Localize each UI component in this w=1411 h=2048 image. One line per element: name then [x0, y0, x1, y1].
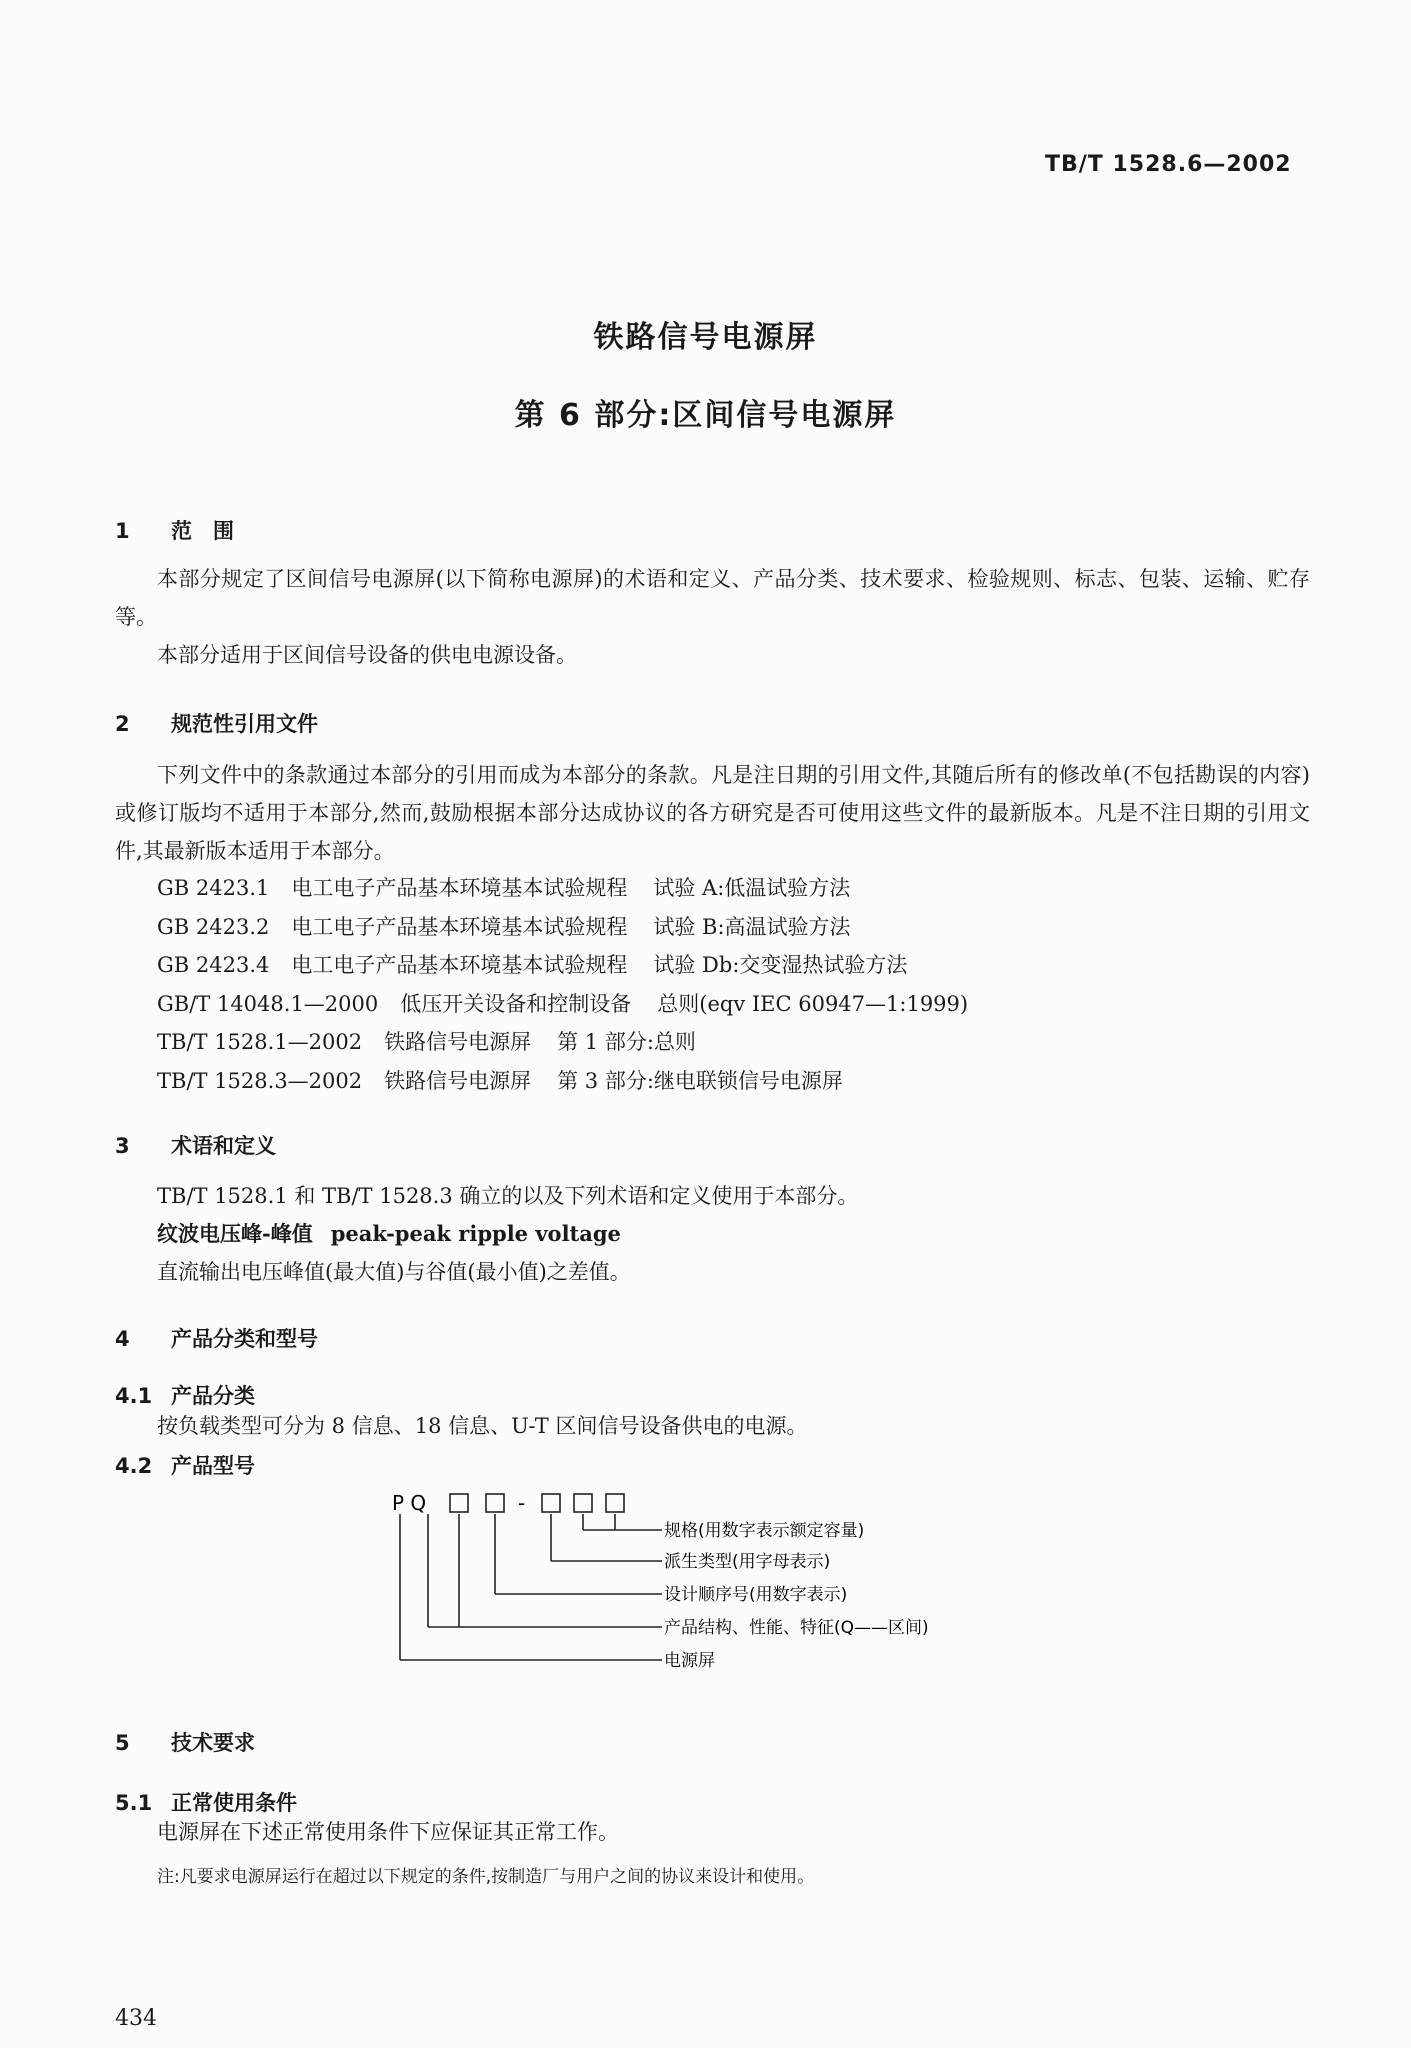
reference-title: 电工电子产品基本环境基本试验规程 — [291, 876, 628, 900]
section-number: 3 — [115, 1134, 130, 1158]
reference-item — [157, 949, 907, 979]
label-spec: 规格(用数字表示额定容量) — [664, 1521, 865, 1541]
reference-code: GB/T 14048.1—2000 — [157, 991, 379, 1016]
reference-item — [157, 872, 850, 902]
section-title: 术语和定义 — [171, 1134, 276, 1158]
reference-part: 试验 A:低温试验方法 — [653, 876, 851, 900]
reference-title: 电工电子产品基本环境基本试验规程 — [291, 914, 628, 939]
section-number: 5 — [115, 1731, 130, 1755]
reference-title: 铁路信号电源屏 — [384, 1030, 532, 1054]
label-design-seq: 设计顺序号(用数字表示) — [664, 1585, 848, 1605]
box-5 — [606, 1494, 624, 1512]
term-definition: 直流输出电压峰值(最大值)与谷值(最小值)之差值。 — [157, 1260, 631, 1284]
section-title: 正常使用条件 — [171, 1791, 297, 1815]
section-number: 4 — [115, 1327, 130, 1351]
section-3-paragraph-1: TB/T 1528.1 和 TB/T 1528.3 确立的以及下列术语和定义使用于本部分。 — [157, 1184, 859, 1208]
reference-item — [157, 1026, 696, 1056]
section-title: 规范性引用文件 — [171, 712, 318, 736]
box-4 — [574, 1494, 592, 1512]
reference-part: 总则(eqv IEC 60947—1:1999) — [657, 991, 969, 1016]
section-2-paragraph-1: 下列文件中的条款通过本部分的引用而成为本部分的条款。凡是注日期的引用文件,其随后所有的修改单(不包括勘误的内容)或修订版均不适用于本部分,然而,鼓励根据本部分达成协议的各方研究是否可使用这些文件的最新版本。凡是不注日期的引用文件,其最新版本适用于本部分。 — [115, 763, 1310, 863]
reference-part: 第 3 部分:继电联锁信号电源屏 — [557, 1068, 843, 1093]
section-title: 技术要求 — [171, 1731, 255, 1755]
section-1-paragraph-2: 本部分适用于区间信号设备的供电电源设备。 — [157, 643, 577, 667]
section-2-heading — [115, 708, 318, 738]
reference-item — [157, 1065, 843, 1095]
model-dash: - — [518, 1491, 526, 1515]
reference-code: TB/T 1528.1—2002 — [157, 1030, 363, 1054]
reference-item — [157, 911, 851, 941]
label-power-screen: 电源屏 — [664, 1651, 715, 1671]
document-title: 铁路信号电源屏 — [593, 320, 818, 355]
section-number: 4.2 — [115, 1454, 153, 1478]
label-derivative: 派生类型(用字母表示) — [664, 1552, 831, 1572]
reference-title: 铁路信号电源屏 — [384, 1068, 532, 1093]
reference-code: GB 2423.4 — [157, 953, 270, 977]
note: 注:凡要求电源屏运行在超过以下规定的条件,按制造厂与用户之间的协议来设计和使用。 — [157, 1867, 815, 1887]
section-number: 5.1 — [115, 1791, 153, 1815]
section-number: 1 — [115, 519, 130, 543]
section-5-heading — [115, 1727, 255, 1757]
section-4-1-paragraph: 按负载类型可分为 8 信息、18 信息、U-T 区间信号设备供电的电源。 — [157, 1414, 808, 1438]
term-chinese: 纹波电压峰-峰值 — [157, 1221, 313, 1246]
section-3-heading — [115, 1130, 276, 1160]
term-entry — [157, 1215, 621, 1253]
section-4-heading — [115, 1323, 318, 1353]
box-1 — [450, 1494, 468, 1512]
standard-number: TB/T 1528.6—2002 — [1045, 152, 1292, 177]
page-number: 434 — [115, 2006, 157, 2031]
reference-code: GB 2423.1 — [157, 876, 270, 900]
term-english: peak-peak ripple voltage — [330, 1221, 621, 1246]
section-1-paragraph-1: 本部分规定了区间信号电源屏(以下简称电源屏)的术语和定义、产品分类、技术要求、检验规则、标志、包装、运输、贮存等。 — [115, 567, 1310, 629]
model-number-diagram — [380, 1488, 1040, 1708]
reference-title: 低压开关设备和控制设备 — [400, 991, 632, 1016]
model-prefix: P Q — [392, 1491, 427, 1515]
section-title: 产品分类和型号 — [171, 1327, 318, 1351]
box-3 — [542, 1494, 560, 1512]
section-5-1-paragraph: 电源屏在下述正常使用条件下应保证其正常工作。 — [157, 1820, 619, 1844]
reference-code: TB/T 1528.3—2002 — [157, 1068, 363, 1093]
section-number: 2 — [115, 712, 130, 736]
box-2 — [486, 1494, 504, 1512]
section-title: 产品分类 — [171, 1384, 255, 1408]
document-subtitle: 第 6 部分:区间信号电源屏 — [514, 398, 897, 433]
section-4-2-heading — [115, 1450, 255, 1480]
reference-title: 电工电子产品基本环境基本试验规程 — [291, 953, 628, 977]
section-title: 范 围 — [171, 519, 234, 543]
section-4-1-heading — [115, 1380, 255, 1410]
label-structure: 产品结构、性能、特征(Q——区间) — [664, 1618, 929, 1638]
reference-part: 试验 B:高温试验方法 — [653, 914, 851, 939]
section-title: 产品型号 — [171, 1454, 255, 1478]
reference-item — [157, 988, 968, 1018]
section-number: 4.1 — [115, 1384, 153, 1408]
section-1-heading — [115, 515, 234, 545]
reference-part: 试验 Db:交变湿热试验方法 — [653, 953, 908, 977]
reference-code: GB 2423.2 — [157, 914, 270, 939]
reference-part: 第 1 部分:总则 — [557, 1030, 696, 1054]
